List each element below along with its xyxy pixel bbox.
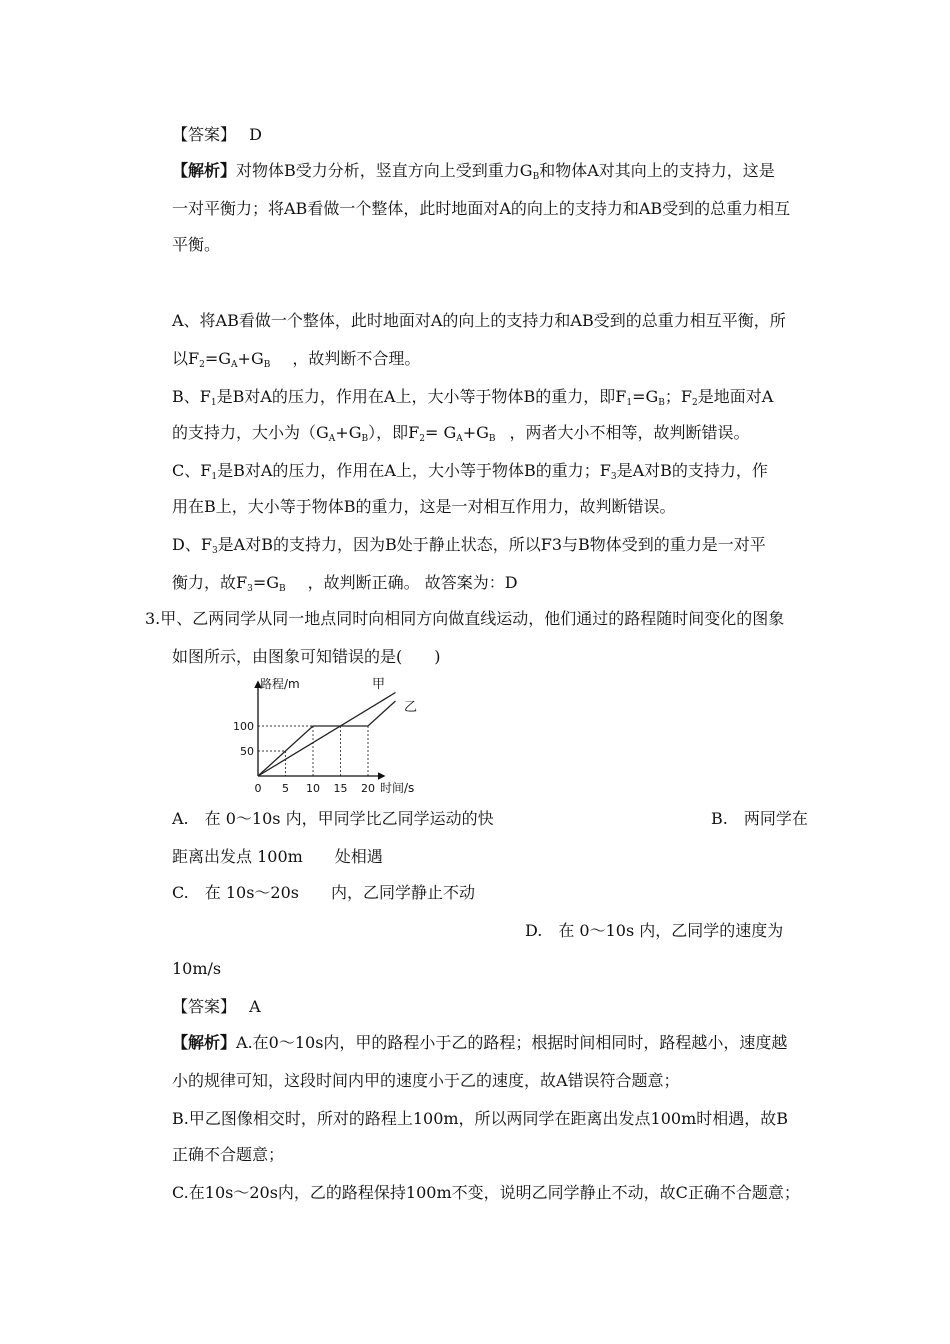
analysis-text: 对物体B受力分析，竖直方向上受到重力G (236, 161, 533, 180)
text: ，故判断正确。 故答案为：D (307, 573, 518, 592)
subscript: B (532, 172, 540, 182)
text: 是A对B的支持力，因为B处于静止状态，所以F3与B物体受到的重力是一对平 (217, 535, 766, 554)
text: =G (632, 387, 659, 406)
text: ，故判断不合理。 (292, 349, 421, 368)
subscript: A (328, 434, 336, 444)
question-3-line-2: 如图所示，由图象可知错误的是( ) (172, 647, 441, 666)
choice-d-line-2: 10m/s (172, 959, 222, 978)
text: = G (424, 423, 457, 442)
option-d-line-2 (172, 572, 518, 594)
analysis-line-1 (172, 160, 775, 182)
text: ；F (664, 387, 692, 406)
analysis2-line-2: 小的规律可知，这段时间内甲的速度小于乙的速度，故A错误符合题意； (172, 1071, 680, 1090)
x-tick-label: 5 (282, 782, 289, 795)
choice-d-line-1: D. 在 0～10s 内，乙同学的速度为 (525, 921, 784, 940)
subscript: 3 (211, 546, 218, 556)
text: +G (335, 423, 362, 442)
subscript: 2 (692, 398, 698, 408)
option-c-line-1 (172, 460, 768, 482)
x-axis-label: 时间/s (380, 781, 415, 795)
series-label-yi: 乙 (404, 700, 418, 715)
text: 的支持力，大小为（G (172, 423, 329, 442)
subscript: 3 (610, 472, 617, 482)
text: =G (204, 349, 232, 368)
subscript: A (231, 360, 238, 370)
text: 衡力，故F (172, 573, 248, 592)
option-a-line-2 (172, 348, 420, 370)
text: ，两者大小不相等，故判断错误。 (509, 423, 750, 442)
analysis2-line-4: 正确不合题意； (172, 1145, 285, 1164)
analysis-text: 和物体A对其向上的支持力，这是 (539, 161, 775, 180)
subscript: 2 (199, 360, 205, 370)
text: D、F (172, 535, 212, 554)
analysis-text: A.在0～10s内，甲的路程小于乙的路程；根据时间相同时，路程越小，速度越 (236, 1033, 788, 1052)
analysis-line-3: 平衡。 (172, 235, 221, 254)
subscript: B (361, 434, 369, 444)
y-axis-label: 路程/m (260, 677, 300, 691)
choice-c: C. 在 10s～20s 内，乙同学静止不动 (172, 883, 475, 902)
subscript: 3 (247, 584, 253, 594)
y-tick-label: 50 (240, 745, 254, 758)
y-tick-label: 100 (233, 720, 254, 733)
text: +G (237, 349, 264, 368)
analysis-label: 【解析】 (172, 161, 237, 180)
series-line-0 (258, 693, 396, 777)
subscript: 2 (419, 434, 425, 444)
subscript: B (658, 398, 665, 408)
text: 是B对A的压力，作用在A上，大小等于物体B的重力，即F (216, 387, 627, 406)
distance-time-chart (222, 676, 422, 804)
option-c-line-2: 用在B上，大小等于物体B的重力，这是一对相互作用力，故判断错误。 (172, 497, 676, 516)
text: 是A对B的支持力，作 (616, 461, 768, 480)
question-3-line-1: 3.甲、乙两同学从同一地点同时向相同方向做直线运动，他们通过的路程随时间变化的图象 (145, 609, 785, 628)
text: ），即F (368, 423, 420, 442)
choice-a: A. 在 0～10s 内，甲同学比乙同学运动的快 (172, 809, 494, 828)
x-tick-label: 20 (361, 782, 375, 795)
analysis2-line-3: B.甲乙图像相交时，所对的路程上100m，所以两同学在距离出发点100m时相遇，故B (172, 1109, 789, 1128)
answer-label: 【答案】 (172, 125, 237, 144)
answer-line-2 (172, 996, 261, 1018)
subscript: 1 (626, 398, 633, 408)
x-tick-label: 10 (306, 782, 320, 795)
analysis-line-2: 一对平衡力；将AB看做一个整体，此时地面对A的向上的支持力和AB受到的总重力相互 (172, 199, 791, 218)
analysis2-line-1 (172, 1032, 787, 1054)
text: B、F (172, 387, 211, 406)
subscript: 1 (211, 472, 218, 482)
text: =G (252, 573, 280, 592)
analysis-label: 【解析】 (172, 1033, 237, 1052)
text: 是B对A的压力，作用在A上，大小等于物体B的重力；F (217, 461, 611, 480)
option-a-line-1: A、将AB看做一个整体，此时地面对A的向上的支持力和AB受到的总重力相互平衡，所 (172, 311, 786, 330)
subscript: B (279, 584, 286, 594)
option-b-line-1 (172, 386, 773, 408)
answer-value: A (249, 997, 261, 1016)
text: C、F (172, 461, 212, 480)
option-d-line-1 (172, 534, 766, 556)
subscript: B (488, 434, 496, 444)
answer-label: 【答案】 (172, 997, 237, 1016)
choice-b-line-1: B. 两同学在 (711, 809, 808, 828)
answer-line-1 (172, 124, 262, 146)
text: 是地面对A (697, 387, 774, 406)
choice-b-line-2: 距离出发点 100m 处相遇 (172, 847, 383, 866)
x-tick-label: 15 (333, 782, 348, 795)
x-tick-label: 0 (254, 782, 262, 795)
subscript: 1 (210, 398, 217, 408)
text: 以F (172, 349, 200, 368)
analysis2-line-5: C.在10s～20s内，乙的路程保持100m不变，说明乙同学静止不动，故C正确不合题意； (172, 1183, 800, 1202)
series-label-jia: 甲 (372, 677, 386, 692)
subscript: B (263, 360, 271, 370)
series-line-1 (258, 701, 396, 776)
answer-value: D (249, 125, 262, 144)
option-b-line-2 (172, 422, 750, 444)
subscript: A (456, 434, 463, 444)
text: +G (462, 423, 489, 442)
